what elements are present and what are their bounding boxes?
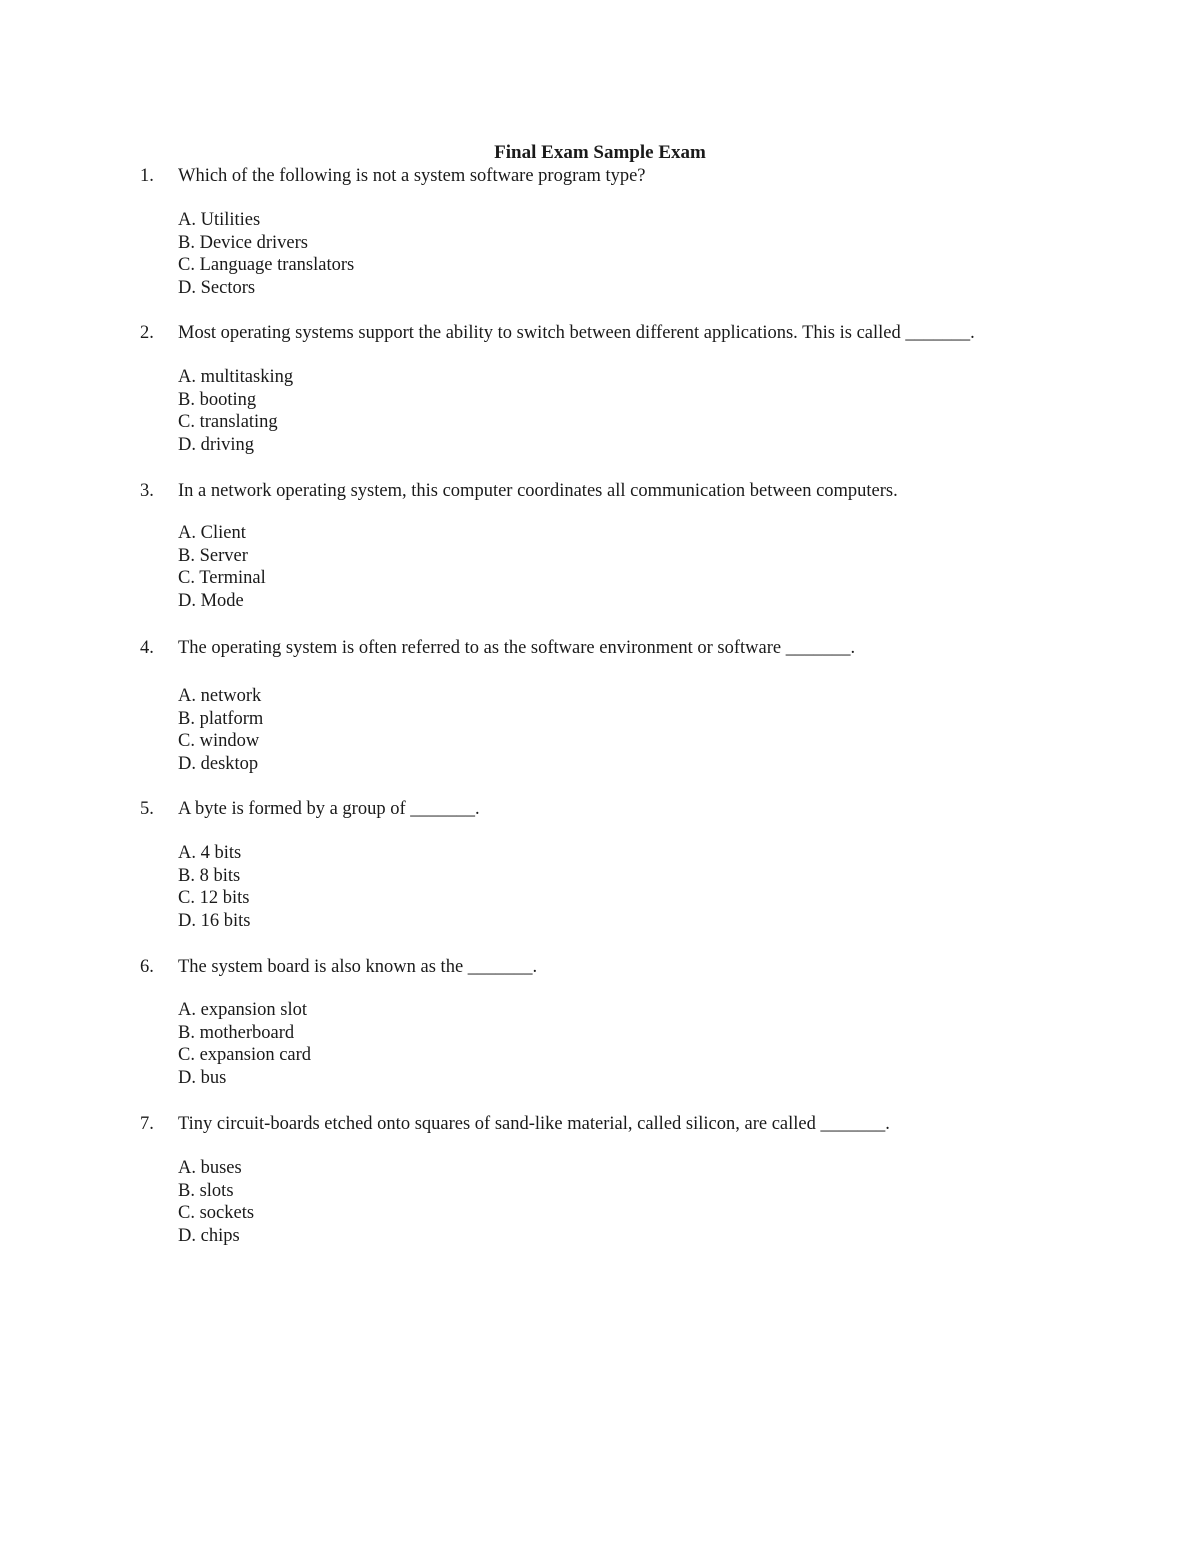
option-a: A. buses	[178, 1158, 242, 1178]
option-d: D. driving	[178, 434, 255, 455]
question-text: The operating system is often referred to as the software environment or software _______.	[178, 638, 856, 658]
option-c: C. sockets	[178, 1203, 255, 1223]
option-b: B. Server	[178, 545, 248, 566]
option-b: B. 8 bits	[178, 865, 241, 886]
option-a: A. multitasking	[178, 367, 294, 387]
option-c: C. Terminal	[178, 568, 266, 588]
option-d: D. Mode	[178, 590, 244, 611]
answer-options	[178, 1157, 254, 1247]
option-b: B. motherboard	[178, 1022, 295, 1043]
answer-options	[178, 366, 293, 456]
question-text: Which of the following is not a system software program type?	[178, 166, 646, 186]
question-line	[0, 479, 1200, 503]
option-a: A. 4 bits	[178, 843, 242, 863]
question-number: 1.	[140, 166, 154, 186]
question-text: In a network operating system, this computer coordinates all communication between computers.	[178, 481, 898, 501]
option-c: C. window	[178, 731, 260, 751]
question-number: 7.	[140, 1114, 154, 1134]
question-line	[0, 164, 1200, 188]
question-text: A byte is formed by a group of _______.	[178, 799, 480, 819]
option-c: C. translating	[178, 412, 278, 432]
question-text: Tiny circuit-boards etched onto squares of sand-like material, called silicon, are called _______.	[178, 1114, 890, 1134]
option-b: B. platform	[178, 708, 264, 729]
option-d: D. chips	[178, 1225, 240, 1246]
option-a: A. expansion slot	[178, 1000, 307, 1020]
answer-options	[178, 842, 250, 932]
option-c: C. expansion card	[178, 1045, 312, 1065]
question-1	[0, 164, 1200, 298]
answer-options	[178, 522, 266, 612]
option-d: D. 16 bits	[178, 910, 251, 931]
question-number: 4.	[140, 638, 154, 658]
question-line	[0, 955, 1200, 979]
question-5	[0, 797, 1200, 931]
question-line	[0, 636, 1200, 660]
option-d: D. Sectors	[178, 277, 256, 298]
question-number: 3.	[140, 481, 154, 501]
question-line	[0, 321, 1200, 345]
page-title: Final Exam Sample Exam	[494, 142, 706, 163]
question-line	[0, 797, 1200, 821]
option-b: B. slots	[178, 1180, 234, 1201]
option-b: B. booting	[178, 389, 257, 410]
question-7	[0, 1112, 1200, 1246]
option-a: A. network	[178, 686, 262, 706]
option-d: D. bus	[178, 1067, 227, 1088]
question-number: 2.	[140, 323, 154, 343]
question-text: Most operating systems support the ability to switch between different applications. This is called _______.	[178, 323, 975, 343]
question-6	[0, 955, 1200, 1088]
question-4	[0, 636, 1200, 774]
question-number: 6.	[140, 957, 154, 977]
option-c: C. Language translators	[178, 255, 355, 275]
question-number: 5.	[140, 799, 154, 819]
option-a: A. Client	[178, 523, 246, 543]
answer-options	[178, 685, 263, 775]
option-b: B. Device drivers	[178, 232, 308, 253]
option-a: A. Utilities	[178, 210, 261, 230]
question-2	[0, 321, 1200, 455]
question-text: The system board is also known as the _______.	[178, 957, 538, 977]
option-d: D. desktop	[178, 753, 259, 774]
answer-options	[178, 209, 354, 299]
question-line	[0, 1112, 1200, 1136]
question-3	[0, 479, 1200, 611]
option-c: C. 12 bits	[178, 888, 250, 908]
answer-options	[178, 999, 311, 1089]
